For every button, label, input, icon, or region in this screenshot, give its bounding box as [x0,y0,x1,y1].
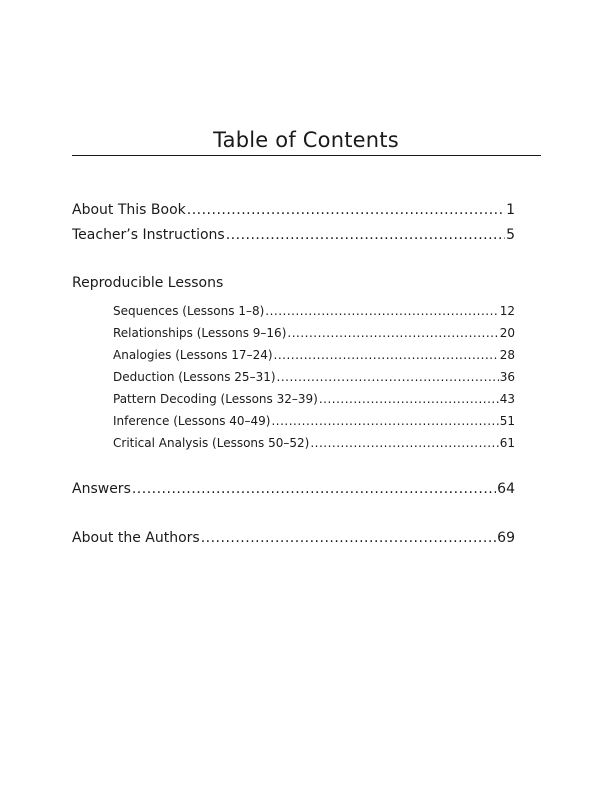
dot-leader [277,370,499,384]
toc-entry-about-this-book[interactable] [72,202,515,218]
toc-lesson-page: 43 [499,392,515,406]
toc-lesson-page: 61 [499,436,515,450]
dot-leader [319,392,499,406]
toc-lesson-sequences[interactable] [113,304,515,318]
toc-lesson-label: Analogies (Lessons 17–24) [113,348,273,362]
toc-entry-label: Teacher’s Instructions [72,227,225,243]
toc-entry-page: 69 [497,530,515,546]
toc-entry-label: About the Authors [72,530,200,546]
toc-lesson-label: Critical Analysis (Lessons 50–52) [113,436,310,450]
toc-entry-answers[interactable] [72,481,515,497]
dot-leader [271,414,498,428]
toc-lesson-page: 36 [499,370,515,384]
toc-entry-page: 64 [497,481,515,497]
toc-lesson-label: Pattern Decoding (Lessons 32–39) [113,392,318,406]
toc-lesson-deduction[interactable] [113,370,515,384]
dot-leader [310,436,498,450]
toc-lesson-relationships[interactable] [113,326,515,340]
toc-lesson-page: 12 [499,304,515,318]
toc-lesson-pattern-decoding[interactable] [113,392,515,406]
toc-lesson-inference[interactable] [113,414,515,428]
title-underline [72,155,541,156]
toc-lesson-page: 51 [499,414,515,428]
dot-leader [201,530,496,546]
toc-lesson-critical-analysis[interactable] [113,436,515,450]
dot-leader [132,481,496,497]
dot-leader [187,202,505,218]
toc-lesson-label: Sequences (Lessons 1–8) [113,304,265,318]
toc-lesson-page: 28 [499,348,515,362]
page-title: Table of Contents [213,128,399,152]
toc-lesson-label: Relationships (Lessons 9–16) [113,326,287,340]
toc-lesson-page: 20 [499,326,515,340]
section-heading-reproducible-lessons: Reproducible Lessons [72,275,224,291]
toc-entry-label: Answers [72,481,131,497]
dot-leader [274,348,499,362]
toc-lesson-label: Deduction (Lessons 25–31) [113,370,276,384]
dot-leader [265,304,498,318]
toc-entry-label: About This Book [72,202,186,218]
dot-leader [287,326,498,340]
dot-leader [226,227,505,243]
toc-entry-about-the-authors[interactable] [72,530,515,546]
toc-entry-page: 1 [506,202,515,218]
toc-lesson-analogies[interactable] [113,348,515,362]
toc-lesson-label: Inference (Lessons 40–49) [113,414,271,428]
toc-entry-teachers-instructions[interactable] [72,227,515,243]
toc-entry-page: 5 [506,227,515,243]
